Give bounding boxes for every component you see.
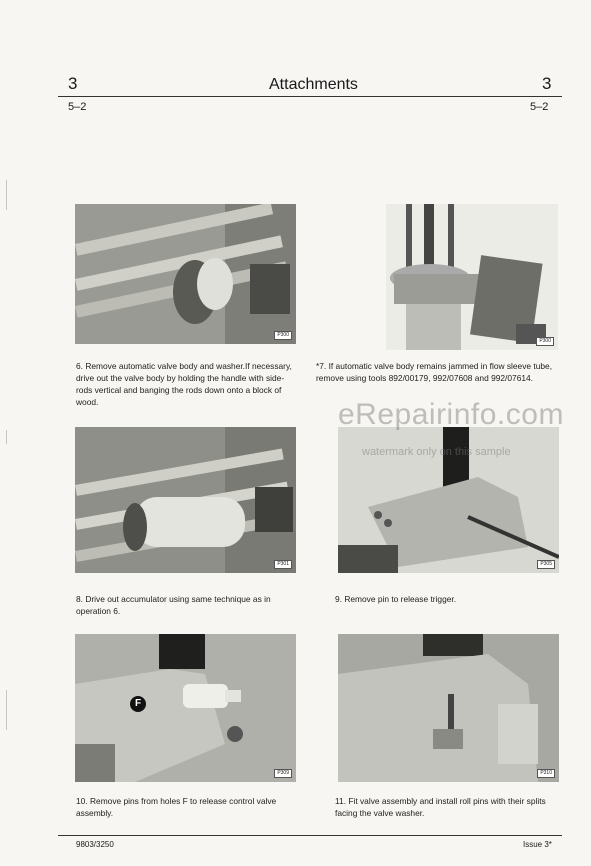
- figure-valve-body-tools: [386, 204, 558, 350]
- figure-valve-assembly-fit: [338, 634, 559, 782]
- figure-caption: [76, 593, 298, 617]
- figure-caption: [335, 795, 563, 819]
- margin-mark: [6, 180, 7, 210]
- step-text: Drive out accumulator using same technique as in operation 6.: [76, 594, 271, 616]
- figure-caption: [335, 593, 557, 605]
- figure-caption: [76, 360, 298, 408]
- figure-caption: [316, 360, 556, 384]
- figure-accumulator: [75, 427, 296, 573]
- issue-label: Issue 3*: [523, 840, 552, 849]
- step-number: 10.: [76, 796, 88, 806]
- step-number: 11.: [335, 796, 347, 806]
- figure-valve-body-removal: [75, 204, 296, 344]
- figure-tag: P301: [274, 560, 292, 569]
- figure-control-valve-pins: [75, 634, 296, 782]
- figure-tag: P309: [274, 769, 292, 778]
- step-number: 9.: [335, 594, 342, 604]
- chapter-number-left: 3: [68, 74, 78, 93]
- document-number: 9803/3250: [76, 840, 114, 849]
- figure-tag: P310: [537, 769, 555, 778]
- step-text: Remove automatic valve body and washer.If necessary, drive out the valve body by holding the handle with side-rods vertical and banging the rods down onto a block of wood.: [76, 361, 292, 407]
- figure-tag: P300: [536, 337, 554, 346]
- section-number-right: 5–2: [530, 101, 549, 113]
- figure-tag: P305: [537, 560, 555, 569]
- figure-caption: [76, 795, 298, 819]
- header-rule: [58, 96, 562, 97]
- watermark-site: eRepairinfo.com: [338, 398, 564, 431]
- step-number: 8.: [76, 594, 83, 604]
- page-title: Attachments: [269, 76, 358, 93]
- step-text: Remove pin to release trigger.: [344, 594, 457, 604]
- figure-tag: P300: [274, 331, 292, 340]
- step-text: Remove pins from holes F to release control valve assembly.: [76, 796, 277, 818]
- margin-mark: [6, 690, 7, 730]
- section-number-left: 5–2: [68, 101, 87, 113]
- callout-label: F: [130, 696, 146, 712]
- step-number: *7.: [316, 361, 327, 371]
- footer-rule: [58, 835, 562, 836]
- step-text: If automatic valve body remains jammed in flow sleeve tube, remove using tools 892/00179, 992/07608 and 992/07614.: [316, 361, 553, 383]
- margin-mark: [6, 430, 7, 444]
- chapter-number-right: 3: [542, 74, 552, 93]
- watermark-note: watermark only on this sample: [362, 446, 511, 458]
- step-text: Fit valve assembly and install roll pins with their splits facing the valve washer.: [335, 796, 546, 818]
- step-number: 6.: [76, 361, 83, 371]
